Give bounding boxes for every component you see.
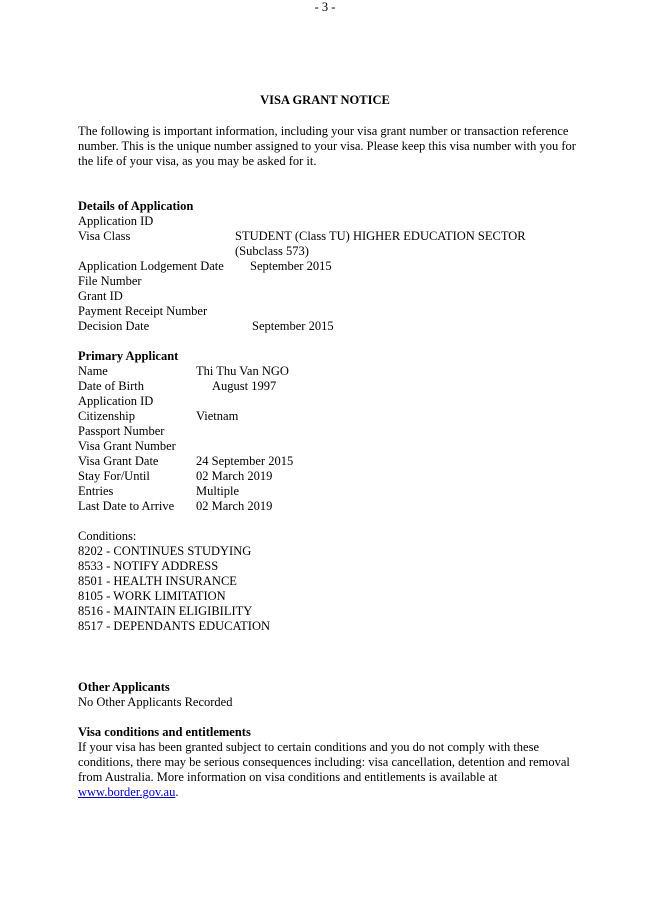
grant-date-label: Visa Grant Date [78, 454, 159, 468]
primary-applicant-section [78, 349, 578, 514]
condition-item: 8533 - NOTIFY ADDRESS [78, 559, 219, 573]
visa-subclass-value: (Subclass 573) [235, 244, 309, 258]
name-label: Name [78, 364, 108, 378]
condition-item: 8501 - HEALTH INSURANCE [78, 574, 237, 588]
entries-row [78, 484, 578, 499]
decision-date-row [78, 319, 578, 334]
other-applicants-section [78, 680, 578, 710]
conditions-section [78, 529, 578, 634]
details-heading: Details of Application [78, 199, 194, 213]
grant-number-row [78, 439, 578, 454]
condition-item: 8202 - CONTINUES STUDYING [78, 544, 252, 558]
passport-label: Passport Number [78, 424, 165, 438]
visa-conditions-body: If your visa has been granted subject to certain conditions and you do not comply with these conditions, there may be serious consequences including: visa cancellation, detention and removal from Australia. More information on visa conditions and entitlements is available at [78, 740, 570, 784]
border-website-link[interactable]: www.border.gov.au [78, 785, 176, 799]
condition-item: 8105 - WORK LIMITATION [78, 589, 226, 603]
citizenship-label: Citizenship [78, 409, 135, 423]
notice-title: VISA GRANT NOTICE [260, 93, 390, 107]
conditions-heading: Conditions: [78, 529, 137, 543]
applicant-id-label: Application ID [78, 394, 154, 408]
entries-label: Entries [78, 484, 114, 498]
last-date-label: Last Date to Arrive [78, 499, 175, 513]
grant-date-value: 24 September 2015 [196, 454, 294, 468]
lodgement-date-label: Application Lodgement Date [78, 259, 224, 273]
condition-item: 8517 - DEPENDANTS EDUCATION [78, 619, 271, 633]
visa-conditions-text [78, 740, 578, 800]
other-applicants-heading: Other Applicants [78, 680, 170, 694]
visa-conditions-heading: Visa conditions and entitlements [78, 725, 251, 739]
visa-class-row [78, 229, 578, 244]
last-date-row [78, 499, 578, 514]
dob-row [78, 379, 578, 394]
payment-receipt-label: Payment Receipt Number [78, 304, 208, 318]
intro-paragraph: The following is important information, including your visa grant number or transaction reference number. This is the unique number assigned to your visa. Please keep this visa number with you for the life of your visa, as you may be asked for it. [78, 124, 576, 168]
grant-id-row [78, 289, 578, 304]
grant-date-row [78, 454, 578, 469]
grant-id-label: Grant ID [78, 289, 123, 303]
other-applicants-text: No Other Applicants Recorded [78, 695, 233, 709]
applicant-id-row [78, 394, 578, 409]
passport-row [78, 424, 578, 439]
last-date-value: 02 March 2019 [196, 499, 273, 513]
dob-value: August 1997 [212, 379, 277, 393]
visa-grant-notice [78, 93, 578, 800]
application-id-label: Application ID [78, 214, 154, 228]
entries-value: Multiple [196, 484, 240, 498]
stay-row [78, 469, 578, 484]
lodgement-date-value: September 2015 [250, 259, 332, 273]
name-row [78, 364, 578, 379]
grant-number-label: Visa Grant Number [78, 439, 176, 453]
decision-date-label: Decision Date [78, 319, 150, 333]
stay-label: Stay For/Until [78, 469, 150, 483]
link-suffix: . [175, 785, 179, 799]
visa-subclass-row [78, 244, 578, 259]
stay-value: 02 March 2019 [196, 469, 273, 483]
citizenship-value: Vietnam [196, 409, 239, 423]
decision-date-value: September 2015 [252, 319, 334, 333]
application-id-row [78, 214, 578, 229]
citizenship-row [78, 409, 578, 424]
dob-label: Date of Birth [78, 379, 144, 393]
lodgement-date-row [78, 259, 578, 274]
details-section [78, 199, 578, 334]
name-value: Thi Thu Van NGO [196, 364, 289, 378]
visa-class-label: Visa Class [78, 229, 131, 243]
condition-item: 8516 - MAINTAIN ELIGIBILITY [78, 604, 253, 618]
visa-class-value: STUDENT (Class TU) HIGHER EDUCATION SECTOR [235, 229, 526, 243]
primary-applicant-heading: Primary Applicant [78, 349, 179, 363]
payment-receipt-row [78, 304, 578, 319]
page-number: - 3 - [314, 0, 336, 14]
file-number-label: File Number [78, 274, 142, 288]
visa-conditions-section [78, 725, 578, 800]
file-number-row [78, 274, 578, 289]
